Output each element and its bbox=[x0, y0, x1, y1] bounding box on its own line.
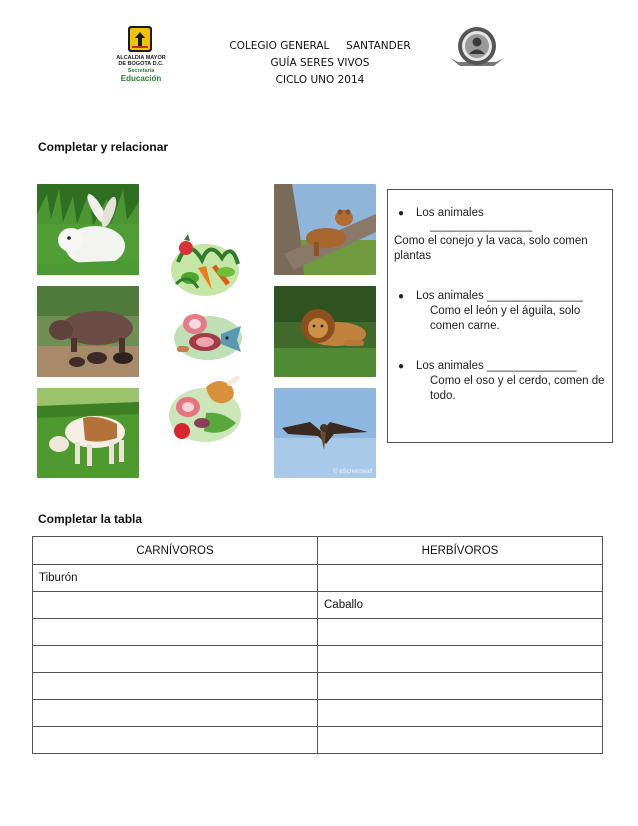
table-cell[interactable] bbox=[33, 619, 318, 646]
table-cell[interactable] bbox=[33, 700, 318, 727]
table-row bbox=[33, 646, 603, 673]
guide-title: GUÍA SERES VIVOS bbox=[270, 57, 370, 69]
cow-icon bbox=[37, 388, 139, 478]
rabbit-photo bbox=[37, 184, 139, 275]
mixed-food-icon bbox=[166, 375, 244, 445]
table-row bbox=[33, 619, 603, 646]
item1-text: Como el conejo y la vaca, solo comen plantas bbox=[394, 235, 588, 262]
pig-icon bbox=[37, 286, 139, 377]
lion-photo bbox=[274, 286, 376, 377]
cow-photo bbox=[37, 388, 139, 478]
logo-line-3: Secretaría bbox=[127, 68, 155, 74]
crest-icon bbox=[446, 24, 508, 76]
meat-clipart bbox=[171, 306, 245, 364]
table-row bbox=[33, 565, 603, 592]
item2-lead[interactable]: Los animales _______________ bbox=[416, 290, 583, 302]
cycle-year: CICLO UNO 2014 bbox=[275, 74, 365, 86]
table-cell[interactable] bbox=[318, 619, 603, 646]
school-name: COLEGIO GENERAL SANTANDER bbox=[229, 40, 411, 52]
table-cell[interactable] bbox=[318, 646, 603, 673]
lion-icon bbox=[274, 286, 376, 377]
header-herbivores: HERBÍVOROS bbox=[318, 537, 603, 565]
item3-lead[interactable]: Los animales ______________ bbox=[416, 360, 577, 372]
logo-line-4: Educación bbox=[120, 74, 162, 83]
table-cell[interactable] bbox=[318, 565, 603, 592]
eagle-photo bbox=[274, 388, 376, 478]
item1-lead: Los animales bbox=[416, 207, 484, 219]
bear-photo bbox=[274, 184, 376, 275]
bogota-education-logo bbox=[108, 26, 174, 88]
bullet-icon: ● bbox=[397, 291, 404, 302]
eagle-watermark: © eScreenwall bbox=[333, 469, 372, 475]
header-carnivores: CARNÍVOROS bbox=[33, 537, 318, 565]
meat-icon bbox=[171, 306, 245, 364]
eagle-icon bbox=[274, 388, 376, 478]
section-title-relate: Completar y relacionar bbox=[38, 140, 169, 154]
table-cell[interactable] bbox=[318, 673, 603, 700]
table-cell[interactable] bbox=[33, 646, 318, 673]
fill-in-box bbox=[387, 189, 613, 443]
logo-line-1: ALCALDIA MAYOR bbox=[116, 55, 166, 61]
item3-text: Como el oso y el cerdo, comen de todo. bbox=[430, 375, 605, 402]
table-cell[interactable]: Caballo bbox=[318, 592, 603, 619]
table-cell[interactable] bbox=[33, 673, 318, 700]
table-row bbox=[33, 727, 603, 754]
vegetables-clipart bbox=[168, 232, 242, 300]
pigs-photo bbox=[37, 286, 139, 377]
bullet-item-3 bbox=[388, 359, 577, 374]
table-header-row bbox=[33, 537, 603, 565]
mixed-food-clipart bbox=[166, 375, 244, 445]
table-cell[interactable] bbox=[33, 592, 318, 619]
school-header bbox=[200, 38, 440, 89]
logo-line-2: DE BOGOTA D.C. bbox=[118, 61, 164, 67]
bear-icon bbox=[274, 184, 376, 275]
item2-text: Como el león y el águila, solo comen carne. bbox=[430, 305, 581, 332]
school-crest bbox=[446, 24, 508, 76]
bullet-icon: ● bbox=[397, 361, 404, 372]
vegetables-icon bbox=[168, 232, 242, 300]
table-row bbox=[33, 700, 603, 727]
rabbit-icon bbox=[37, 184, 139, 275]
table-row bbox=[33, 673, 603, 700]
table-row bbox=[33, 592, 603, 619]
bullet-icon: ● bbox=[397, 208, 404, 219]
table-cell[interactable] bbox=[318, 727, 603, 754]
item1-blank[interactable]: ________________ bbox=[430, 220, 533, 232]
bullet-item-2 bbox=[388, 289, 583, 304]
table-cell[interactable]: Tiburón bbox=[33, 565, 318, 592]
table-cell[interactable] bbox=[318, 700, 603, 727]
table-cell[interactable] bbox=[33, 727, 318, 754]
animals-table bbox=[32, 536, 603, 754]
section-title-table: Completar la tabla bbox=[38, 512, 143, 526]
